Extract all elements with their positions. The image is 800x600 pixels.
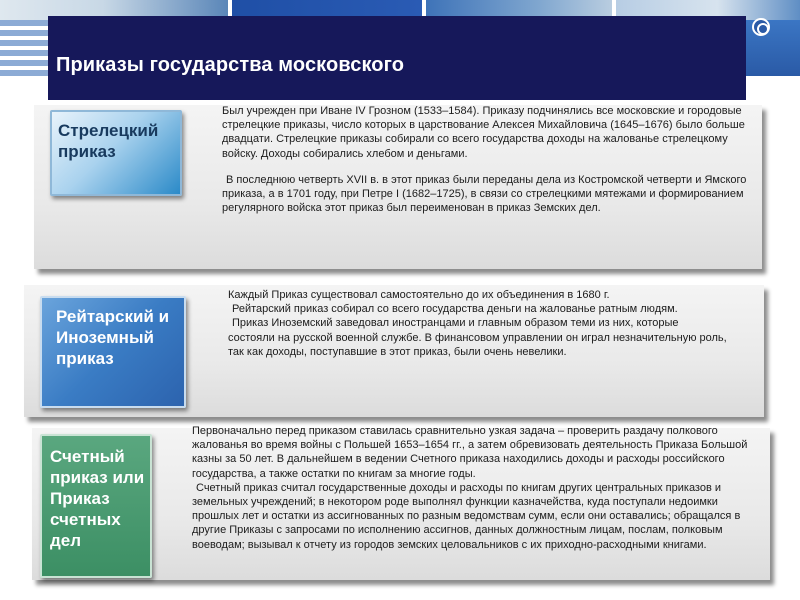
section-text-reitarsky (228, 288, 728, 359)
section-label-reitarsky: Рейтарский и Иноземный приказ (56, 307, 170, 368)
section-text-streletsky (222, 104, 760, 215)
logo-icon (752, 18, 770, 36)
decorative-stripes (0, 20, 48, 76)
paragraph: Был учрежден при Иване IV Грозном (1533–1584). Приказу подчинялись все московские и городовые стрелецкие приказы, число которых в царствование Алексея Михайловича (1645–1676) было больше двадцати. Стрелецкие приказы собирали со всего государства доходы на жалованье стрелецкому войску. Доходы собирались хлебом и деньгами. (222, 105, 745, 160)
section-text-schetny (192, 424, 766, 552)
paragraph: Первоначально перед приказом ставилась сравнительно узкая задача – проверить раздачу полкового жалованья во время войны с Польшей 1653–1654 гг., а затем обревизовать деятельность Приказа Большой казны за 50 лет. В дальнейшем в ведении Счетного приказа находились доходы и расходы российского государства, а также остатки по книгам за многие годы. (192, 425, 748, 480)
paragraph: Счетный приказ считал государственные доходы и расходы по книгам других центральных приказов и земельных учреждений; в некотором роде выполнял функции казначейства, куда поступали недоимки прошлых лет и остатки из ассигнованных по разным ведомствам сумм, если они оставались; обращался в другие Приказы с запросами по исполнению ассигнов, данных должностным лицам, послам, полковым воеводам; вызывал к отчету из городов земских целовальников с их приходно-расходными книгами. (192, 481, 741, 551)
title-bar (48, 16, 746, 100)
paragraph: Каждый Приказ существовал самостоятельно до их объединения в 1680 г. (228, 289, 610, 301)
section-label-schetny: Счетный приказ или Приказ счетных дел (50, 447, 145, 550)
paragraph: Рейтарский приказ собирал со всего государства деньги на жалованье ратным людям. (232, 303, 678, 316)
section-label-streletsky: Стрелецкий приказ (58, 121, 159, 161)
paragraph: В последнюю четверть XVII в. в этот приказ были переданы дела из Костромской четверти и Ямского приказа, а в 1701 году, при Петре I (1682–1725), в связи со стрелецкими мятежами и формированием регулярного войска этот приказ был переименован в приказ Земских дел. (222, 173, 747, 215)
paragraph: Приказ Иноземский заведовал иностранцами и главным образом теми из них, которые состояли на русской военной службе. В финансовом управлении он играл незначительную роль, так как доходы, поступавшие в этот приказ, были очень невелики. (228, 317, 727, 358)
page-title: Приказы государства московского (56, 54, 405, 76)
